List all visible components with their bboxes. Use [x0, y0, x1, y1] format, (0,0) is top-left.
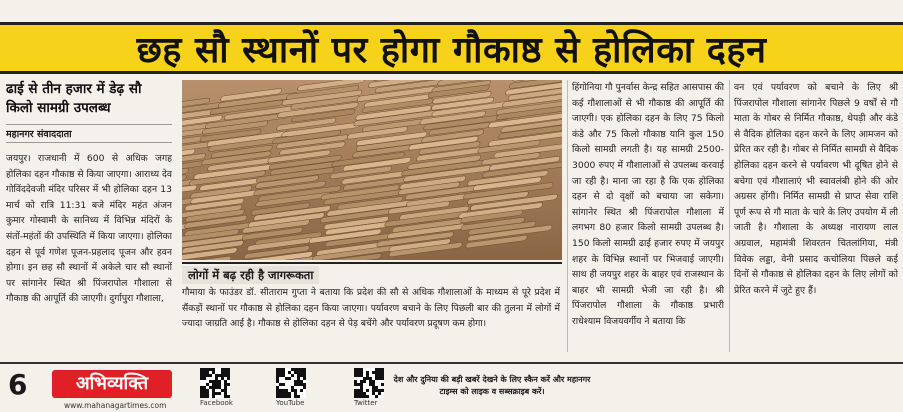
twitter-qr-icon[interactable] [354, 368, 384, 398]
facebook-qr-icon[interactable] [200, 368, 230, 398]
page-headline: छह सौ स्थानों पर होगा गौकाष्ठ से होलिका दहन [137, 24, 767, 73]
left-article-body: जयपुर। राजधानी में 600 से अधिक जगह होलिका दहन गौकाष्ठ से किया जाएगा। आराध्य देव गोविंददेवजी मंदिर परिसर में भी होलिका दहन 13 मार्च को रात्रि 11:31 बजे मंदिर महंत अंजन कुमार गोस्वामी के सानिध्य में विभिन्न मंदिरों के संतों-महंतों की उपस्थिति में किया जाएगा। होलिका दहन से पूर्व गणेश पूजन-प्रहलाद पूजन और हवन होगा। इन छह सौ स्थानों में अकेले चार सौ स्थानों पर सांगानेर स्थित श्री पिंजरापोल गौशाला से गौकाष्ठ की आपूर्ति की जाएगी। दुर्गापुरा गौशाला, [6, 151, 172, 307]
subhead-bar [182, 262, 562, 282]
website-link[interactable]: www.mahanagartimes.com [64, 401, 166, 410]
subhead-title: लोगों में बढ़ रही है जागरूकता [182, 266, 319, 284]
scan-cta: देश और दुनिया की बड़ी खबरें देखने के लिए स्कैन करें और महानगर टाइम्स को लाइक व सब्सक्राइब करें। [392, 374, 592, 398]
column-divider [729, 80, 730, 352]
middle-column [572, 80, 724, 356]
footer [0, 362, 903, 412]
column-divider [567, 80, 568, 352]
left-article [6, 80, 172, 360]
qr-label: Twitter [354, 399, 377, 407]
right-column-body: वन एवं पर्यावरण को बचाने के लिए श्री पिंजरापोल गौशाला सांगानेर पिछले 9 वर्षों से गौ माता के गोबर से निर्मित गौकाष्ठ, थेपड़ी और कंडे से वैदिक होलिका दहन करने के लिए आमजन को प्रेरित कर रही है। गोबर से निर्मित सामग्री से वैदिक होलिका दहन करने से पर्यावरण भी दूषित होने से बचेगा एवं गौशालाएं भी स्वावलंबी होने की ओर अग्रसर होंगी। निर्मित सामग्री से प्राप्त सेवा राशि पूर्ण रूप से गौ माता के चारे के लिए उपयोग में ली जाती है। गौशाला के अध्यक्ष नारायण लाल अग्रवाल, महामंत्री शिवरतन चितलांगिया, मंत्री विवेक लड्डा, वेनी प्रसाद कचोलिया पिछले कई दिनों से गौकाष्ठ से होलिका दहन के लिए लोगों को प्रेरित करने में जुटे हुए हैं। [734, 80, 898, 298]
cow-dung-logs-photo [182, 80, 562, 260]
right-column [734, 80, 898, 356]
middle-column-body: हिंगोनिया गौ पुनर्वास केन्द्र सहित आसपास की कई गौशालाओं से भी गौकाष्ठ की आपूर्ति की जाएगी। एक होलिका दहन के लिए 75 किलो कंडे और 75 किलो गौकाष्ठ यानि कुल 150 किलो सामग्री लगती है। यह सामग्री 2500-3000 रुपए में गौशालाओं से उपलब्ध करवाई जा रही है। माना जा रहा है कि एक होलिका दहन से दो वृक्षों को बचाया जा सकेगा। सांगानेर स्थित श्री पिंजरापोल गौशाला में लगभग 80 हजार किलो सामग्री उपलब्ध है। 150 किलो सामग्री ढाई हजार रुपए में जयपुर शहर के विभिन्न स्थानों पर भिजवाई जाएगी। साथ ही जयपुर शहर के बाहर एवं राजस्थान के बाहर भी सामग्री भेजी जा रही है। श्री पिंजरापोल गौशाला के गौकाष्ठ प्रभारी राधेश्याम विजयवर्गीय ने बताया कि [572, 80, 724, 330]
center-article [182, 285, 560, 357]
brand-logo: अभिव्यक्ति [52, 370, 172, 398]
qr-label: Facebook [200, 399, 233, 407]
page-number: 6 [8, 368, 27, 401]
youtube-qr-icon[interactable] [276, 368, 306, 398]
photo-image [182, 80, 562, 260]
headline-band [0, 22, 903, 74]
center-article-body: गौमाया के फाउंडर डॉ. सीताराम गुप्ता ने बताया कि प्रदेश की सौ से अधिक गौशालाओं के माध्यम से पूरे प्रदेश में सैंकड़ों स्थानों पर गौकाष्ठ से होलिका दहन किया जाएगा। पर्यावरण बचाने के लिए पिछली बार की तुलना में लोगों में ज्यादा जाग्रति आई है। गौकाष्ठ से होलिका दहन से पेड़ बचेंगे और पर्यावरण प्रदूषण कम होगा। [182, 285, 560, 332]
qr-label: YouTube [276, 399, 304, 407]
left-article-title: ढाई से तीन हजार में डेढ़ सौ किलो सामग्री उपलब्ध [6, 80, 172, 118]
byline: महानगर संवाददाता [6, 124, 172, 143]
